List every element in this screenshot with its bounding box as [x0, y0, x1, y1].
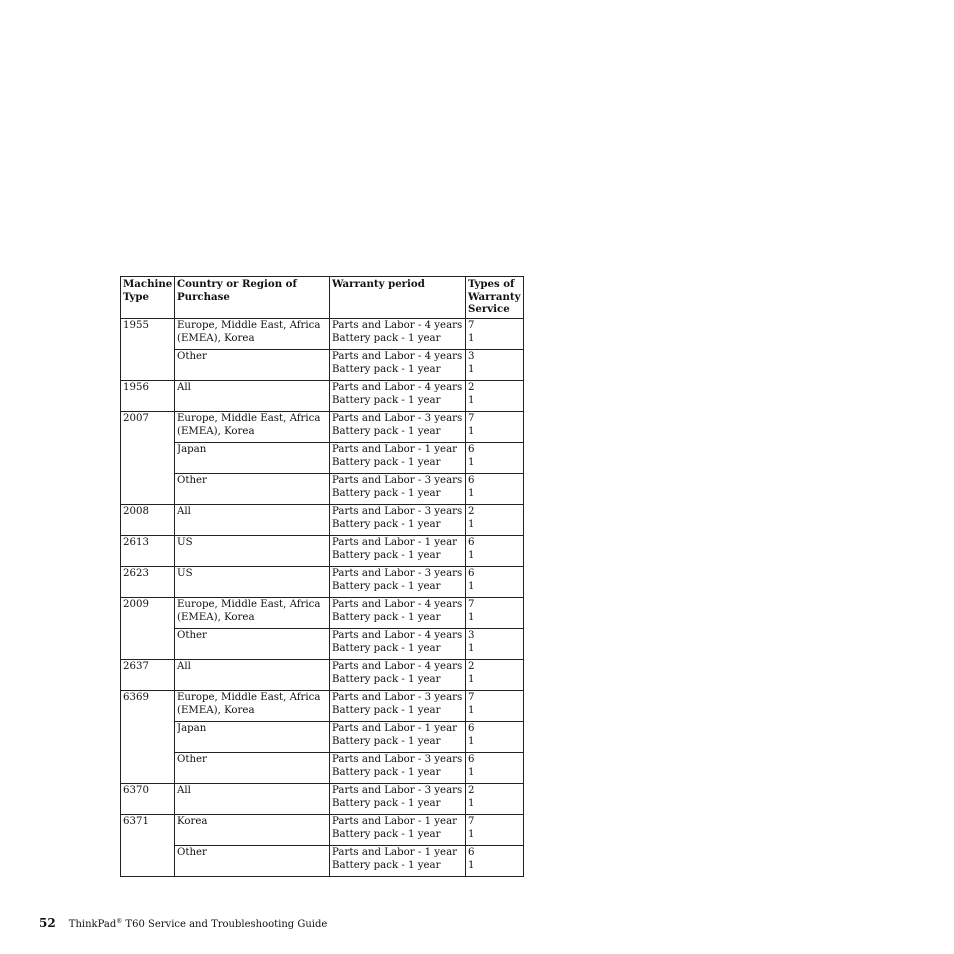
region-cell: [175, 474, 330, 505]
region-cell: [175, 815, 330, 846]
region-cell: [175, 505, 330, 536]
service-type-cell-line: 2: [468, 382, 475, 393]
table-row: [121, 722, 524, 753]
service-type-cell-line: 3: [468, 351, 475, 362]
service-type-cell-line: 1: [468, 673, 475, 685]
service-type-cell-line: 7: [468, 599, 475, 610]
machine-type-cell: 6371: [121, 815, 175, 877]
header-country-region: Country or Region of Purchase: [175, 277, 330, 319]
service-type-cell: [466, 443, 524, 474]
service-type-cell-line: 6: [468, 847, 475, 858]
service-type-cell: [466, 629, 524, 660]
warranty-period-cell: [330, 536, 466, 567]
service-type-cell: [466, 319, 524, 350]
warranty-period-cell: [330, 319, 466, 350]
document-title-rest: T60 Service and Troubleshooting Guide: [122, 919, 328, 930]
warranty-period-cell-line: Battery pack - 1 year: [332, 766, 441, 778]
warranty-period-cell-line: Parts and Labor - 4 years: [332, 661, 463, 672]
service-type-cell-line: 1: [468, 549, 475, 561]
machine-type-cell: 6370: [121, 784, 175, 815]
region-cell-line: Other: [177, 475, 207, 486]
warranty-period-cell: [330, 443, 466, 474]
service-type-cell-line: 1: [468, 611, 475, 623]
warranty-period-cell-line: Battery pack - 1 year: [332, 797, 441, 809]
service-type-cell: [466, 815, 524, 846]
service-type-cell-line: 7: [468, 320, 475, 331]
table-row: [121, 784, 524, 815]
warranty-period-cell-line: Parts and Labor - 1 year: [332, 847, 458, 858]
warranty-period-cell-line: Parts and Labor - 4 years: [332, 382, 463, 393]
service-type-cell-line: 7: [468, 816, 475, 827]
table-row: [121, 567, 524, 598]
table-row: [121, 505, 524, 536]
document-title-brand: ThinkPad: [68, 919, 117, 930]
warranty-period-cell-line: Parts and Labor - 1 year: [332, 444, 458, 455]
header-machine-type: Machine Type: [121, 277, 175, 319]
service-type-cell: [466, 381, 524, 412]
service-type-cell-line: 7: [468, 692, 475, 703]
warranty-period-cell-line: Battery pack - 1 year: [332, 735, 441, 747]
warranty-period-cell: [330, 815, 466, 846]
region-cell-line: US: [177, 537, 193, 548]
service-type-cell-line: 1: [468, 363, 475, 375]
service-type-cell: [466, 722, 524, 753]
service-type-cell-line: 3: [468, 630, 475, 641]
table-row: [121, 474, 524, 505]
table-row: [121, 536, 524, 567]
table-row: [121, 598, 524, 629]
service-type-cell-line: 6: [468, 475, 475, 486]
region-cell: [175, 598, 330, 629]
warranty-period-cell-line: Battery pack - 1 year: [332, 518, 441, 530]
warranty-period-cell-line: Parts and Labor - 4 years: [332, 630, 463, 641]
header-service-types: Types of Warranty Service: [466, 277, 524, 319]
service-type-cell-line: 6: [468, 537, 475, 548]
warranty-period-cell-line: Parts and Labor - 1 year: [332, 723, 458, 734]
region-cell-line: Europe, Middle East, Africa: [177, 692, 321, 703]
service-type-cell: [466, 753, 524, 784]
warranty-period-cell-line: Parts and Labor - 3 years: [332, 568, 463, 579]
region-cell: [175, 350, 330, 381]
warranty-period-cell-line: Battery pack - 1 year: [332, 828, 441, 840]
warranty-period-cell-line: Parts and Labor - 3 years: [332, 413, 463, 424]
table-row: [121, 319, 524, 350]
region-cell: [175, 443, 330, 474]
region-cell-line: Korea: [177, 816, 208, 827]
table-row: [121, 753, 524, 784]
table-row: [121, 443, 524, 474]
warranty-period-cell-line: Parts and Labor - 3 years: [332, 785, 463, 796]
service-type-cell: [466, 505, 524, 536]
warranty-period-cell-line: Battery pack - 1 year: [332, 332, 441, 344]
region-cell: [175, 567, 330, 598]
warranty-period-cell-line: Parts and Labor - 3 years: [332, 754, 463, 765]
table-row: [121, 660, 524, 691]
region-cell-line: Other: [177, 754, 207, 765]
service-type-cell-line: 1: [468, 456, 475, 468]
table-body: [121, 319, 524, 877]
warranty-period-cell-line: Battery pack - 1 year: [332, 549, 441, 561]
warranty-period-cell-line: Parts and Labor - 3 years: [332, 692, 463, 703]
table-row: [121, 629, 524, 660]
service-type-cell-line: 1: [468, 332, 475, 344]
warranty-period-cell: [330, 846, 466, 877]
registered-mark: ®: [116, 918, 123, 925]
region-cell-line: Europe, Middle East, Africa: [177, 320, 321, 331]
table-row: [121, 412, 524, 443]
region-cell-line: Other: [177, 351, 207, 362]
service-type-cell: [466, 846, 524, 877]
warranty-period-cell-line: Parts and Labor - 4 years: [332, 351, 463, 362]
warranty-period-cell-line: Battery pack - 1 year: [332, 394, 441, 406]
region-cell-line: Europe, Middle East, Africa: [177, 413, 321, 424]
region-cell-line: Europe, Middle East, Africa: [177, 599, 321, 610]
service-type-cell-line: 7: [468, 413, 475, 424]
warranty-period-cell-line: Battery pack - 1 year: [332, 580, 441, 592]
region-cell-line: All: [177, 785, 191, 796]
warranty-period-cell: [330, 381, 466, 412]
service-type-cell-line: 1: [468, 828, 475, 840]
region-cell-line: Other: [177, 630, 207, 641]
warranty-period-cell-line: Parts and Labor - 4 years: [332, 599, 463, 610]
machine-type-cell: 2637: [121, 660, 175, 691]
service-type-cell-line: 1: [468, 766, 475, 778]
service-type-cell-line: 2: [468, 785, 475, 796]
service-type-cell: [466, 691, 524, 722]
machine-type-cell: 1956: [121, 381, 175, 412]
region-cell: [175, 381, 330, 412]
region-cell: [175, 536, 330, 567]
table-row: [121, 815, 524, 846]
warranty-period-cell-line: Parts and Labor - 3 years: [332, 475, 463, 486]
service-type-cell-line: 2: [468, 506, 475, 517]
region-cell: [175, 660, 330, 691]
table-row: [121, 846, 524, 877]
table-row: [121, 381, 524, 412]
warranty-period-cell: [330, 784, 466, 815]
service-type-cell-line: 1: [468, 518, 475, 530]
warranty-period-cell-line: Battery pack - 1 year: [332, 425, 441, 437]
service-type-cell-line: 1: [468, 394, 475, 406]
machine-type-cell: 2623: [121, 567, 175, 598]
service-type-cell-line: 1: [468, 487, 475, 499]
machine-type-cell: 2613: [121, 536, 175, 567]
service-type-cell-line: 1: [468, 642, 475, 654]
region-cell-line: (EMEA), Korea: [177, 704, 255, 716]
region-cell-line: Japan: [177, 444, 207, 455]
machine-type-cell: 2008: [121, 505, 175, 536]
warranty-period-cell: [330, 753, 466, 784]
service-type-cell-line: 6: [468, 723, 475, 734]
warranty-period-cell: [330, 412, 466, 443]
machine-type-cell: 1955: [121, 319, 175, 381]
warranty-period-cell: [330, 598, 466, 629]
warranty-period-cell-line: Parts and Labor - 4 years: [332, 320, 463, 331]
region-cell-line: All: [177, 382, 191, 393]
region-cell-line: US: [177, 568, 193, 579]
region-cell-line: All: [177, 661, 191, 672]
warranty-period-cell-line: Battery pack - 1 year: [332, 859, 441, 871]
region-cell-line: All: [177, 506, 191, 517]
service-type-cell-line: 6: [468, 568, 475, 579]
table-row: [121, 691, 524, 722]
warranty-period-cell-line: Battery pack - 1 year: [332, 456, 441, 468]
region-cell: [175, 691, 330, 722]
machine-type-cell: 2009: [121, 598, 175, 660]
warranty-period-cell: [330, 722, 466, 753]
table-header-row: [121, 277, 524, 319]
warranty-period-cell: [330, 474, 466, 505]
service-type-cell: [466, 536, 524, 567]
region-cell-line: (EMEA), Korea: [177, 425, 255, 437]
warranty-period-cell-line: Parts and Labor - 1 year: [332, 537, 458, 548]
warranty-period-cell-line: Battery pack - 1 year: [332, 673, 441, 685]
region-cell-line: (EMEA), Korea: [177, 611, 255, 623]
warranty-period-cell: [330, 505, 466, 536]
warranty-table: [120, 276, 524, 877]
document-title: [69, 919, 328, 930]
warranty-period-cell: [330, 567, 466, 598]
region-cell: [175, 753, 330, 784]
page-number: 52: [39, 916, 56, 930]
service-type-cell-line: 1: [468, 859, 475, 871]
region-cell: [175, 412, 330, 443]
page-footer: [39, 912, 327, 931]
machine-type-cell: 6369: [121, 691, 175, 784]
region-cell-line: Other: [177, 847, 207, 858]
region-cell: [175, 629, 330, 660]
header-warranty-period: Warranty period: [330, 277, 466, 319]
region-cell: [175, 722, 330, 753]
service-type-cell-line: 1: [468, 735, 475, 747]
warranty-period-cell: [330, 350, 466, 381]
table-row: [121, 350, 524, 381]
region-cell-line: Japan: [177, 723, 207, 734]
warranty-period-cell-line: Battery pack - 1 year: [332, 704, 441, 716]
service-type-cell-line: 6: [468, 444, 475, 455]
service-type-cell: [466, 567, 524, 598]
service-type-cell: [466, 350, 524, 381]
warranty-period-cell: [330, 691, 466, 722]
warranty-period-cell: [330, 629, 466, 660]
service-type-cell: [466, 474, 524, 505]
region-cell: [175, 846, 330, 877]
region-cell: [175, 319, 330, 350]
warranty-period-cell-line: Parts and Labor - 1 year: [332, 816, 458, 827]
warranty-period-cell: [330, 660, 466, 691]
machine-type-cell: 2007: [121, 412, 175, 505]
region-cell: [175, 784, 330, 815]
warranty-period-cell-line: Battery pack - 1 year: [332, 611, 441, 623]
warranty-period-cell-line: Battery pack - 1 year: [332, 642, 441, 654]
service-type-cell-line: 1: [468, 580, 475, 592]
service-type-cell: [466, 412, 524, 443]
service-type-cell-line: 1: [468, 797, 475, 809]
warranty-period-cell-line: Parts and Labor - 3 years: [332, 506, 463, 517]
warranty-period-cell-line: Battery pack - 1 year: [332, 487, 441, 499]
service-type-cell-line: 1: [468, 425, 475, 437]
region-cell-line: (EMEA), Korea: [177, 332, 255, 344]
service-type-cell: [466, 784, 524, 815]
service-type-cell: [466, 598, 524, 629]
service-type-cell-line: 1: [468, 704, 475, 716]
service-type-cell-line: 6: [468, 754, 475, 765]
service-type-cell-line: 2: [468, 661, 475, 672]
warranty-period-cell-line: Battery pack - 1 year: [332, 363, 441, 375]
service-type-cell: [466, 660, 524, 691]
